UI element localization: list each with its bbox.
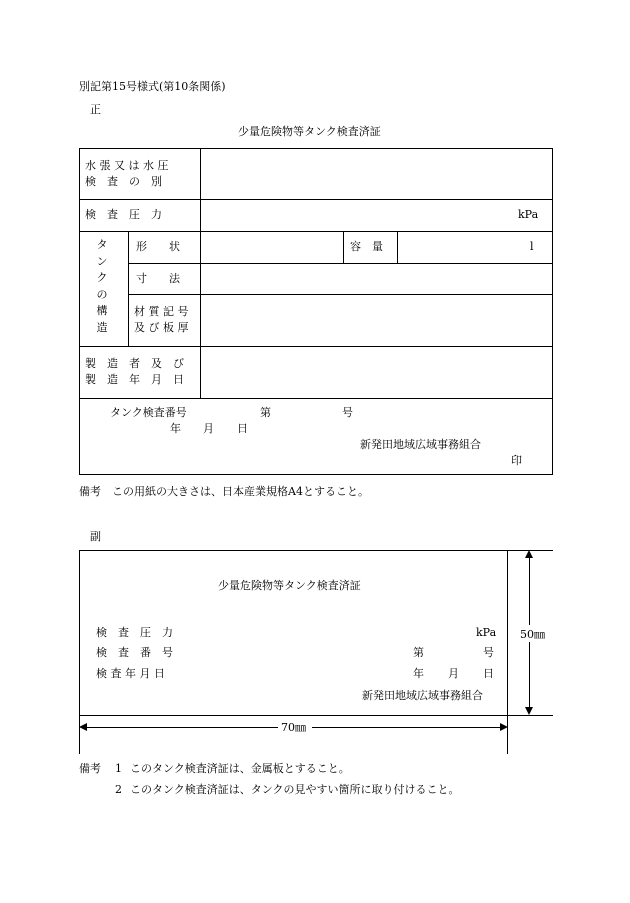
tank-structure-label: タ ン ク の 構 造 bbox=[96, 238, 108, 334]
note-plate-item2: このタンク検査済証は、タンクの見やすい箇所に取り付けること。 bbox=[130, 783, 460, 796]
material-label-line1: 材 質 記 号 bbox=[134, 305, 189, 318]
inspection-pressure-label: 検 査 圧 力 bbox=[85, 208, 162, 221]
number-prefix: 第 bbox=[260, 406, 271, 419]
note-paper-size: 備考 この用紙の大きさは、日本産業規格A4とすること。 bbox=[79, 485, 369, 498]
capacity-unit: l bbox=[530, 240, 534, 253]
plate-date-month: 月 bbox=[448, 667, 459, 680]
arrow-down-icon bbox=[525, 707, 533, 715]
plate-date-label: 検 査 年 月 日 bbox=[96, 667, 165, 680]
plate-width-dimension: 70㎜ bbox=[281, 721, 306, 734]
number-suffix: 号 bbox=[342, 406, 353, 419]
plate-title: 少量危険物等タンク検査済証 bbox=[218, 579, 361, 592]
shape-label: 形 状 bbox=[136, 240, 180, 253]
original-mark: 正 bbox=[90, 103, 101, 116]
plate-pressure-label: 検 査 圧 力 bbox=[96, 626, 173, 639]
maker-label-line1: 製 造 者 及 び bbox=[85, 357, 184, 370]
date-month: 月 bbox=[203, 422, 214, 435]
arrow-right-icon bbox=[500, 723, 508, 731]
plate-date-day: 日 bbox=[483, 667, 494, 680]
note-plate-item1-number: 1 bbox=[115, 762, 122, 775]
inspection-type-label-line2: 検 査 の 別 bbox=[85, 175, 162, 188]
arrow-left-icon bbox=[79, 723, 87, 731]
inspection-number-label: タンク検査番号 bbox=[110, 406, 187, 419]
seal-mark: 印 bbox=[511, 454, 522, 467]
original-title: 少量危険物等タンク検査済証 bbox=[238, 125, 381, 138]
form-number: 別記第15号様式(第10条関係) bbox=[79, 80, 226, 93]
plate-issuer: 新発田地域広域事務組合 bbox=[362, 689, 483, 702]
plate-pressure-unit: kPa bbox=[476, 626, 497, 639]
plate-height-dimension: 50㎜ bbox=[520, 628, 545, 641]
inspection-type-label-line1: 水 張 又 は 水 圧 bbox=[85, 159, 169, 172]
note-plate-label: 備考 bbox=[79, 762, 101, 775]
copy-mark: 副 bbox=[90, 530, 101, 543]
pressure-unit: kPa bbox=[518, 208, 539, 221]
issuer: 新発田地域広域事務組合 bbox=[360, 438, 481, 451]
capacity-label: 容 量 bbox=[350, 240, 383, 253]
dimensions-label: 寸 法 bbox=[136, 272, 180, 285]
note-plate-item1: このタンク検査済証は、金属板とすること。 bbox=[130, 762, 350, 775]
plate-date-year: 年 bbox=[413, 667, 424, 680]
date-year: 年 bbox=[170, 422, 181, 435]
plate-number-label: 検 査 番 号 bbox=[96, 646, 173, 659]
note-plate-item2-number: 2 bbox=[115, 783, 122, 796]
material-label-line2: 及 び 板 厚 bbox=[134, 321, 189, 334]
arrow-up-icon bbox=[525, 550, 533, 558]
plate-number-suffix: 号 bbox=[483, 646, 494, 659]
maker-label-line2: 製 造 年 月 日 bbox=[85, 373, 184, 386]
date-day: 日 bbox=[237, 422, 248, 435]
plate-number-prefix: 第 bbox=[413, 646, 424, 659]
